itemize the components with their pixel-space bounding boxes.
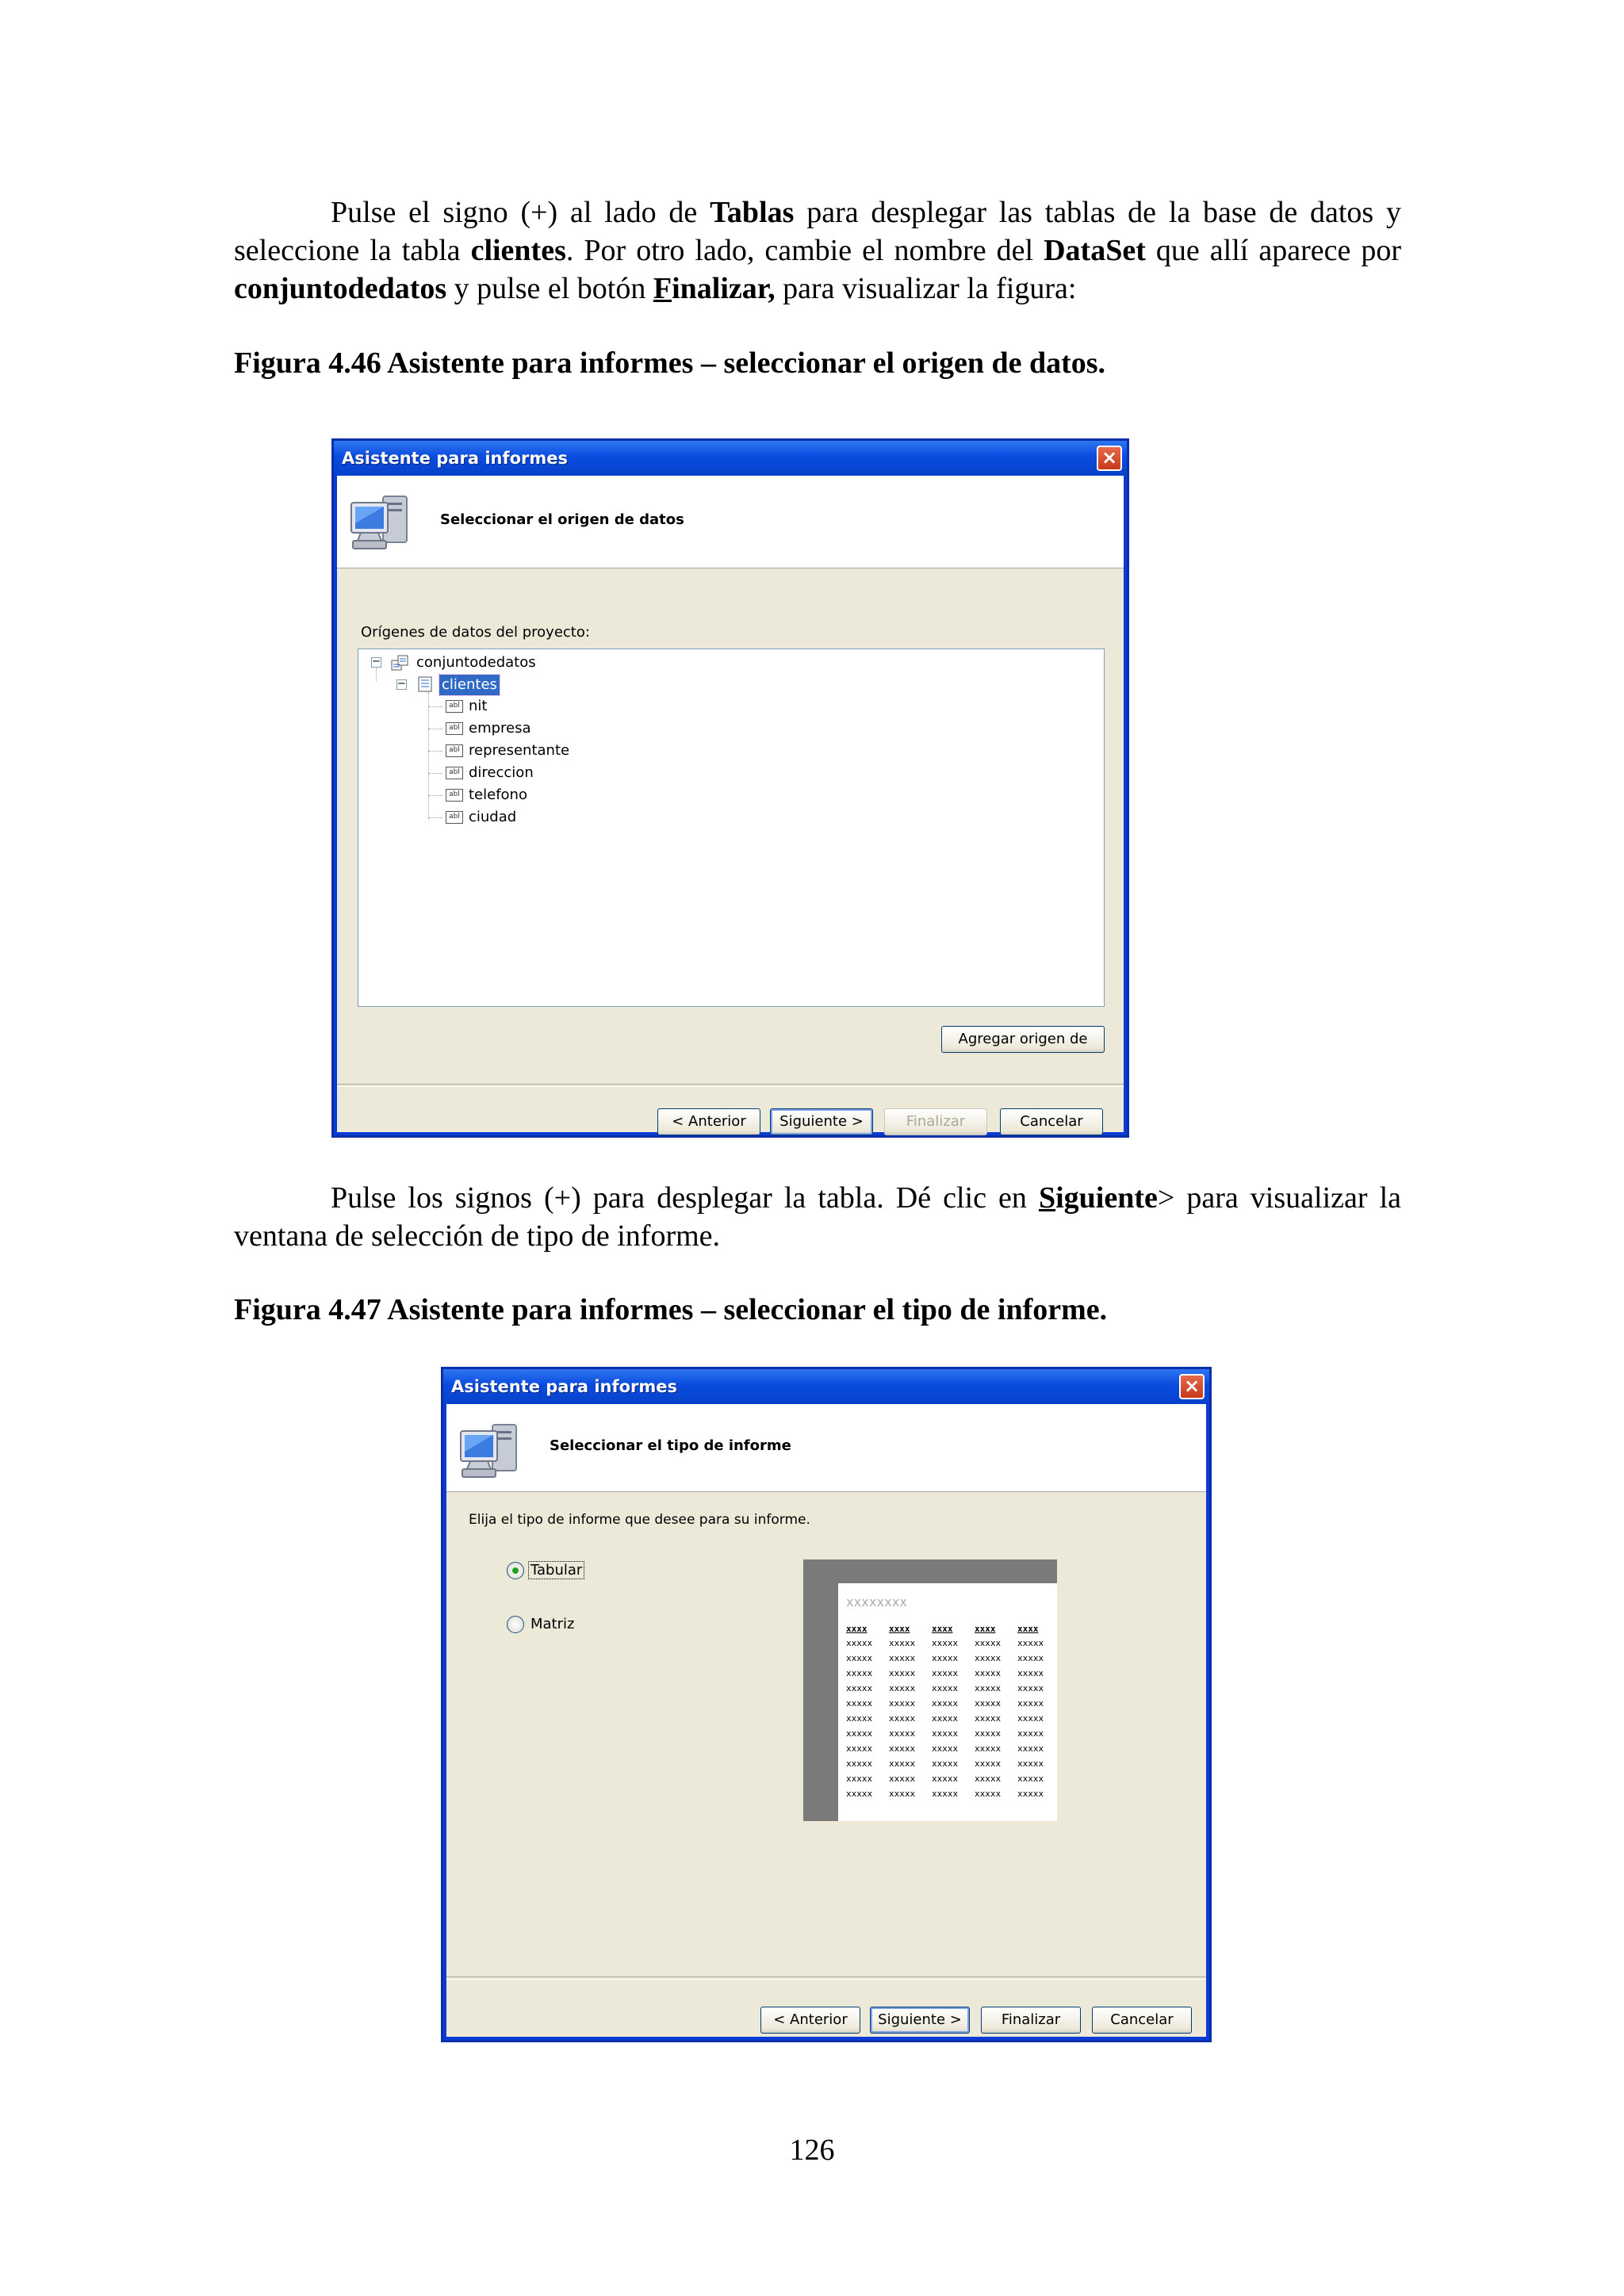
title-bar[interactable]: [334, 441, 1127, 476]
field-icon: abl: [446, 700, 463, 713]
preview-header-cell: xxxx: [846, 1624, 868, 1634]
preview-cell: xxxxx: [975, 1758, 1002, 1769]
tree-node-field[interactable]: nit: [469, 698, 488, 714]
datasource-tree[interactable]: [358, 649, 1105, 1007]
back-button[interactable]: < Anterior: [760, 2007, 860, 2034]
radio-matrix-label[interactable]: Matriz: [530, 1616, 575, 1632]
field-icon: abl: [446, 767, 463, 779]
report-wizard-dialog-type: [441, 1367, 1212, 2042]
add-datasource-button[interactable]: Agregar origen de: [941, 1026, 1105, 1053]
next-button[interactable]: Siguiente >: [770, 1108, 873, 1135]
preview-cell: xxxxx: [1017, 1774, 1044, 1784]
preview-cell: xxxxx: [889, 1653, 916, 1663]
preview-cell: xxxxx: [1017, 1683, 1044, 1693]
preview-cell: xxxxx: [846, 1789, 873, 1799]
report-preview: [838, 1583, 1057, 1821]
tree-node-dataset[interactable]: conjuntodedatos: [416, 654, 536, 671]
radio-tabular-label[interactable]: Tabular: [530, 1562, 583, 1578]
preview-cell: xxxxx: [1017, 1653, 1044, 1663]
preview-cell: xxxxx: [889, 1758, 916, 1769]
dialog-client-area: [337, 476, 1124, 1132]
preview-cell: xxxxx: [846, 1698, 873, 1709]
datasources-label: Orígenes de datos del proyecto:: [361, 624, 590, 641]
preview-cell: xxxxx: [846, 1683, 873, 1693]
preview-cell: xxxxx: [1017, 1758, 1044, 1769]
cancel-button[interactable]: Cancelar: [1000, 1108, 1103, 1135]
preview-cell: xxxxx: [932, 1713, 959, 1724]
preview-cell: xxxxx: [932, 1758, 959, 1769]
preview-cell: xxxxx: [975, 1789, 1002, 1799]
radio-tabular[interactable]: [507, 1562, 524, 1579]
computer-icon: [348, 492, 412, 555]
preview-cell: xxxxx: [932, 1698, 959, 1709]
preview-cell: xxxxx: [975, 1728, 1002, 1739]
tree-node-field[interactable]: representante: [469, 742, 570, 759]
wizard-header: [446, 1404, 1206, 1492]
preview-cell: xxxxx: [889, 1713, 916, 1724]
dialog-client-area: [446, 1404, 1206, 2037]
preview-header-cell: xxxx: [1017, 1624, 1039, 1634]
preview-cell: xxxxx: [889, 1668, 916, 1678]
preview-cell: xxxxx: [889, 1698, 916, 1709]
footer-separator: [446, 1976, 1206, 1980]
dataset-icon: [390, 654, 409, 672]
preview-cell: xxxxx: [932, 1638, 959, 1648]
preview-cell: xxxxx: [1017, 1728, 1044, 1739]
preview-cell: xxxxx: [1017, 1713, 1044, 1724]
report-preview-frame: [803, 1559, 1057, 1821]
radio-matrix[interactable]: [507, 1616, 524, 1633]
tree-node-field[interactable]: direccion: [469, 764, 534, 781]
preview-cell: xxxxx: [846, 1653, 873, 1663]
tree-node-field[interactable]: empresa: [469, 720, 531, 737]
preview-cell: xxxxx: [975, 1698, 1002, 1709]
preview-cell: xxxxx: [1017, 1668, 1044, 1678]
finish-button[interactable]: Finalizar: [884, 1108, 987, 1135]
preview-cell: xxxxx: [975, 1638, 1002, 1648]
preview-cell: xxxxx: [889, 1683, 916, 1693]
tree-node-field[interactable]: telefono: [469, 786, 527, 803]
wizard-step-title: Seleccionar el tipo de informe: [550, 1437, 791, 1454]
preview-cell: xxxxx: [846, 1728, 873, 1739]
report-wizard-dialog-datasource: [331, 438, 1129, 1138]
preview-cell: xxxxx: [846, 1774, 873, 1784]
tree-node-field[interactable]: ciudad: [469, 809, 517, 825]
title-bar[interactable]: [443, 1369, 1209, 1404]
paragraph-2: Pulse los signos (+) para desplegar la tabla. Dé clic en Siguiente> para visualizar la ventana de selección de tipo de informe.: [234, 1181, 1401, 1253]
preview-cell: xxxxx: [1017, 1638, 1044, 1648]
wizard-header: [337, 476, 1124, 568]
table-icon: [417, 676, 433, 692]
preview-cell: xxxxx: [846, 1758, 873, 1769]
next-button[interactable]: Siguiente >: [870, 2007, 970, 2034]
preview-cell: xxxxx: [846, 1668, 873, 1678]
field-icon: abl: [446, 789, 463, 802]
report-type-prompt: Elija el tipo de informe que desee para su informe.: [469, 1512, 810, 1528]
figure-caption-1: Figura 4.46 Asistente para informes – seleccionar el origen de datos.: [234, 346, 1106, 380]
footer-separator: [337, 1084, 1124, 1087]
field-icon: abl: [446, 722, 463, 735]
preview-cell: xxxxx: [889, 1774, 916, 1784]
preview-cell: xxxxx: [889, 1743, 916, 1754]
preview-header-cell: xxxx: [889, 1624, 910, 1634]
tree-node-table-clientes[interactable]: clientes: [439, 675, 500, 695]
paragraph-1: Pulse el signo (+) al lado de Tablas para desplegar las tablas de la base de datos y seleccione la tabla clientes. Por otro lado, cambie el nombre del DataSet que allí aparece por conjuntodedatos y pulse el botón Finalizar, para visualizar la figura:: [234, 196, 1401, 305]
preview-header-cell: xxxx: [975, 1624, 996, 1634]
preview-cell: xxxxx: [932, 1653, 959, 1663]
preview-cell: xxxxx: [975, 1653, 1002, 1663]
preview-cell: xxxxx: [1017, 1789, 1044, 1799]
preview-cell: xxxxx: [975, 1668, 1002, 1678]
collapse-toggle[interactable]: −: [372, 656, 381, 668]
preview-cell: xxxxx: [1017, 1743, 1044, 1754]
preview-cell: xxxxx: [932, 1668, 959, 1678]
preview-title: xxxxxxxx: [846, 1594, 908, 1609]
preview-cell: xxxxx: [846, 1713, 873, 1724]
preview-cell: xxxxx: [975, 1713, 1002, 1724]
preview-cell: xxxxx: [932, 1789, 959, 1799]
wizard-step-title: Seleccionar el origen de datos: [440, 511, 684, 528]
preview-cell: xxxxx: [889, 1638, 916, 1648]
preview-cell: xxxxx: [889, 1789, 916, 1799]
computer-icon: [458, 1420, 521, 1483]
preview-cell: xxxxx: [889, 1728, 916, 1739]
field-icon: abl: [446, 811, 463, 824]
preview-cell: xxxxx: [932, 1743, 959, 1754]
preview-cell: xxxxx: [932, 1774, 959, 1784]
close-button[interactable]: ×: [1179, 1374, 1205, 1399]
preview-cell: xxxxx: [846, 1638, 873, 1648]
preview-cell: xxxxx: [932, 1728, 959, 1739]
preview-cell: xxxxx: [932, 1683, 959, 1693]
window-title: Asistente para informes: [451, 1377, 678, 1396]
window-title: Asistente para informes: [342, 449, 569, 468]
preview-cell: xxxxx: [1017, 1698, 1044, 1709]
preview-cell: xxxxx: [975, 1774, 1002, 1784]
page-number: 126: [789, 2133, 835, 2167]
preview-cell: xxxxx: [975, 1683, 1002, 1693]
back-button[interactable]: < Anterior: [657, 1108, 760, 1135]
field-icon: abl: [446, 744, 463, 757]
preview-cell: xxxxx: [846, 1743, 873, 1754]
figure-caption-2: Figura 4.47 Asistente para informes – seleccionar el tipo de informe.: [234, 1293, 1108, 1326]
preview-header-cell: xxxx: [932, 1624, 953, 1634]
finish-button[interactable]: Finalizar: [981, 2007, 1081, 2034]
close-button[interactable]: ×: [1097, 446, 1122, 471]
collapse-toggle[interactable]: −: [397, 678, 406, 690]
cancel-button[interactable]: Cancelar: [1092, 2007, 1192, 2034]
preview-cell: xxxxx: [975, 1743, 1002, 1754]
